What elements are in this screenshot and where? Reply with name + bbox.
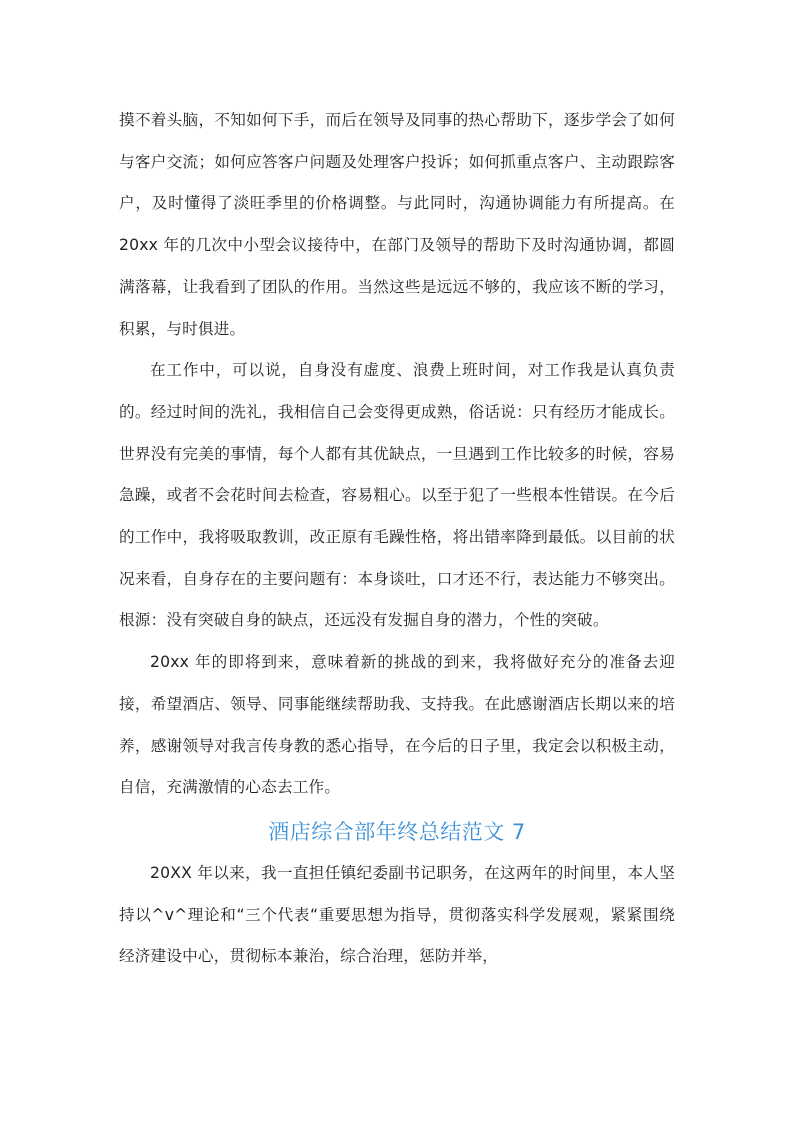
section-heading: 酒店综合部年终总结范文 7 (268, 819, 526, 844)
body-paragraph-3: 20xx 年的即将到来，意味着新的挑战的到来，我将做好充分的准备去迎接，希望酒店、领导、同事能继续帮助我、支持我。在此感谢酒店长期以来的培养，感谢领导对我言传身教的悉心指导，在今后的日子里，我定会以积极主动，自信，充满激情的心态去工作。 (119, 653, 675, 797)
body-paragraph-4: 20XX 年以来，我一直担任镇纪委副书记职务，在这两年的时间里，本人坚持以^v^理论和“三个代表“重要思想为指导，贯彻落实科学发展观，紧紧围绕经济建设中心，贯彻标本兼治，综合治理，惩防并举， (119, 863, 675, 966)
document-page (119, 100, 675, 978)
body-paragraph-2: 在工作中，可以说，自身没有虚度、浪费上班时间，对工作我是认真负责的。经过时间的洗礼，我相信自己会变得更成熟，俗话说：只有经历才能成长。世界没有完美的事情，每个人都有其优缺点，一旦遇到工作比较多的时候，容易急躁，或者不会花时间去检查，容易粗心。以至于犯了一些根本性错误。在今后的工作中，我将吸取教训，改正原有毛躁性格，将出错率降到最低。以目前的状况来看，自身存在的主要问题有：本身谈吐，口才还不行，表达能力不够突出。根源：没有突破自身的缺点，还远没有发掘自身的潜力，个性的突破。 (119, 361, 675, 630)
body-paragraph-1: 摸不着头脑，不知如何下手，而后在领导及同事的热心帮助下，逐步学会了如何与客户交流；如何应答客户问题及处理客户投诉；如何抓重点客户、主动跟踪客户，及时懂得了淡旺季里的价格调整。与此同时，沟通协调能力有所提高。在 20xx 年的几次中小型会议接待中，在部门及领导的帮助下及时沟通协调，都圆满落幕，让我看到了团队的作用。当然这些是远远不够的，我应该不断的学习，积累，与时俱进。 (119, 111, 675, 338)
